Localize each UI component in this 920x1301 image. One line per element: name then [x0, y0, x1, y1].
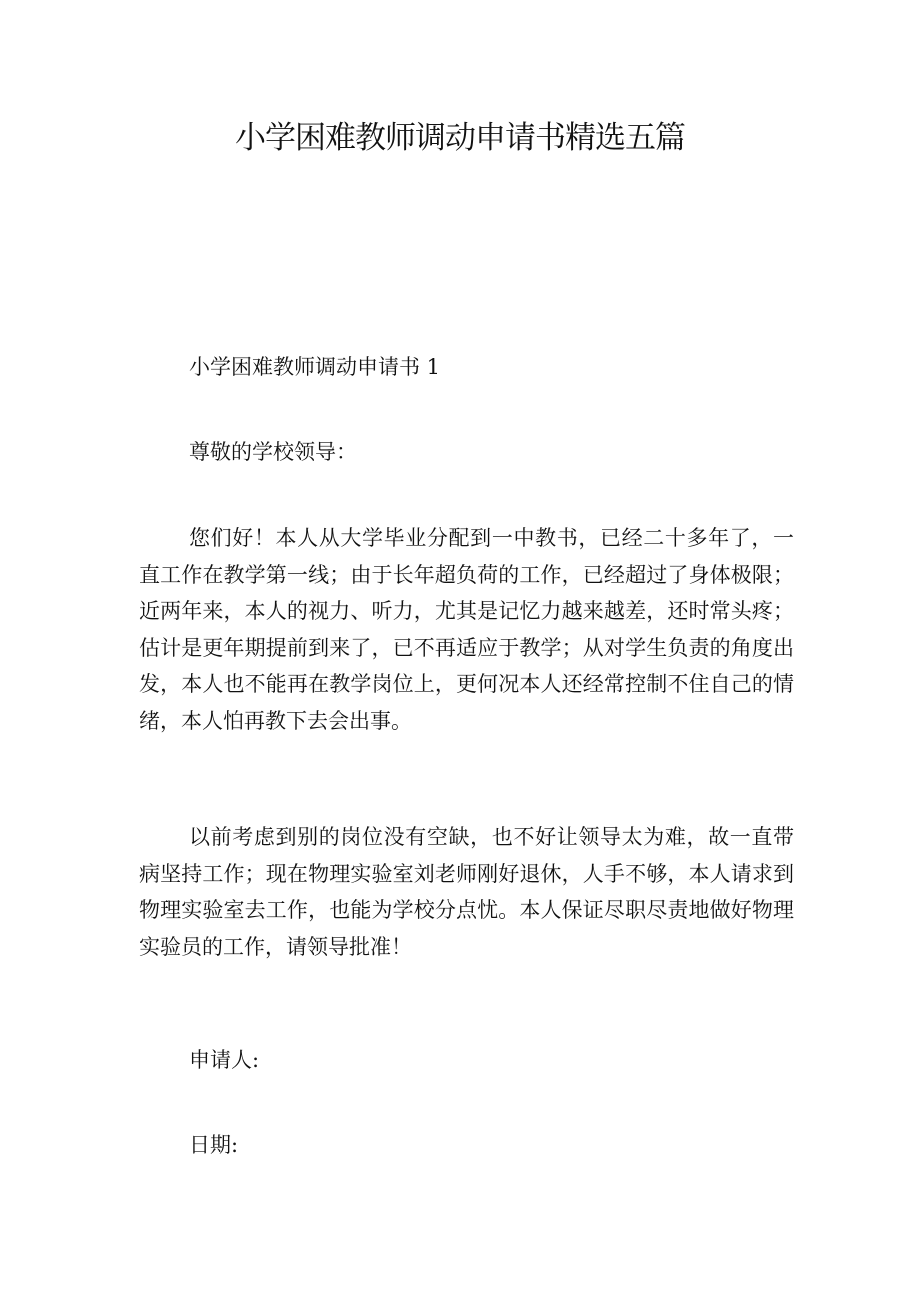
- section-heading: 小学困难教师调动申请书 1: [189, 355, 441, 379]
- salutation: 尊敬的学校领导：: [189, 440, 357, 464]
- date-label: 日期:: [189, 1133, 239, 1157]
- body-paragraph-1: 您们好！本人从大学毕业分配到一中教书，已经二十多年了，一直工作在教学第一线；由于长年超负荷的工作，已经超过了身体极限；近两年来，本人的视力、听力，尤其是记忆力越来越差，还时常头疼；估计是更年期提前到来了，已不再适应于教学；从对学生负责的角度出发，本人也不能再在教学岗位上，更何况本人还经常控制不住自己的情绪，本人怕再教下去会出事。: [139, 526, 794, 733]
- document-title: 小学困难教师调动申请书精选五篇: [235, 120, 685, 156]
- applicant-label: 申请人:: [189, 1048, 260, 1072]
- body-paragraph-2: 以前考虑到别的岗位没有空缺，也不好让领导太为难，故一直带病坚持工作；现在物理实验室刘老师刚好退休，人手不够，本人请求到物理实验室去工作，也能为学校分点忧。本人保证尽职尽责地做好物理实验员的工作，请领导批准！: [139, 825, 794, 959]
